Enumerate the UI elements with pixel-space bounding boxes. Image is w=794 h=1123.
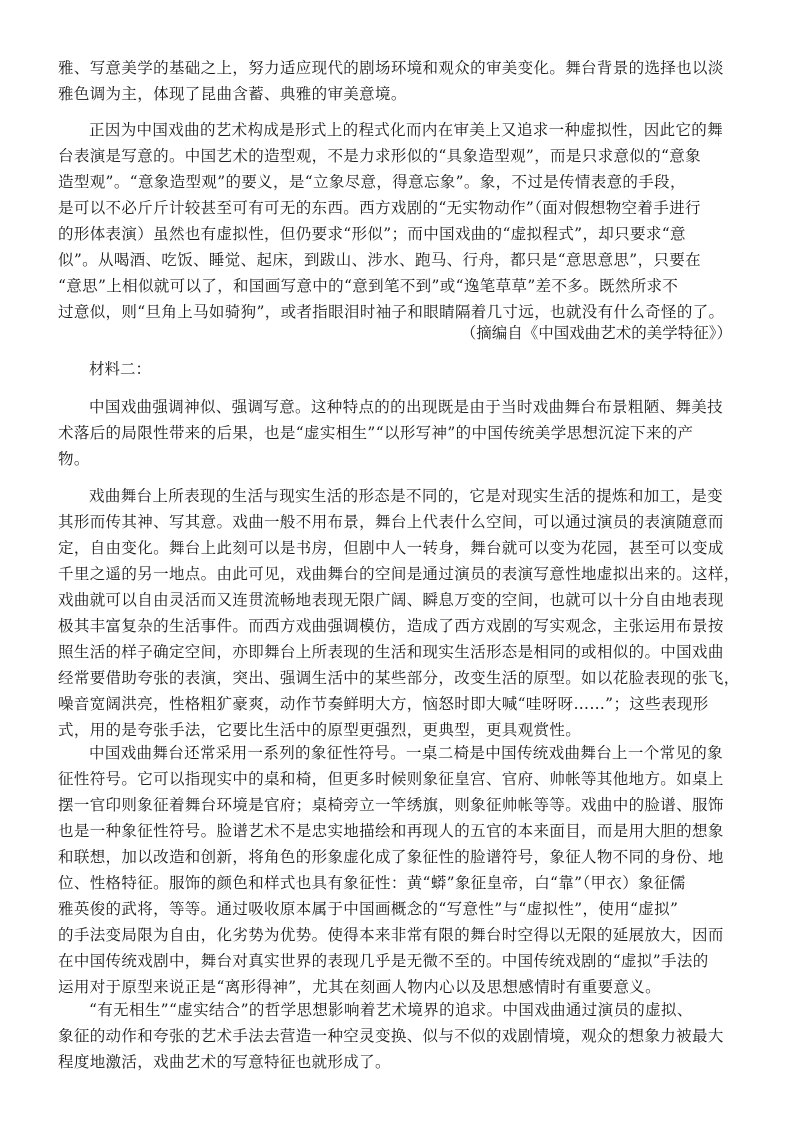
text-line: 雅英俊的武将，等等。通过吸收原本属于中国画概念的“写意性”与“虚拟性”，使用“虚拟”	[58, 900, 679, 918]
paragraph-2	[58, 394, 748, 472]
text-line: 物。	[58, 450, 90, 468]
text-line: 也是一种象征性符号。脸谱艺术不是忠实地描绘和再现人的五官的本来面目，而是用大胆的想象	[58, 822, 724, 840]
material-two-label: 材料二：	[89, 360, 152, 378]
text-line: 过意似，则“旦角上马如骑狗”，或者指眼泪时袖子和眼睛隔着几寸远，也就没有什么奇怪的了。	[58, 303, 725, 321]
text-line: 的形体表演）虽然也有虚拟性，但仍要求“形似”；而中国戏曲的“虚拟程式”，却只要求“意	[58, 225, 686, 243]
text-line: 其形而传其神、写其意。戏曲一般不用布景，舞台上代表什么空间，可以通过演员的表演随意而	[58, 513, 724, 531]
text-line: 位、性格特征。服饰的颜色和样式也具有象征性：黄“蟒”象征皇帝，白“靠”（甲衣）象征儒	[58, 874, 686, 892]
text-line: 雅色调为主，体现了昆曲含蓄、典雅的审美意境。	[58, 85, 407, 103]
paragraph-0	[58, 55, 748, 107]
text-line: 和联想，加以改造和创新，将角色的形象虚化成了象征性的脸谱符号，象征人物不同的身份、地	[58, 848, 724, 866]
text-line: 正因为中国戏曲的艺术构成是形式上的程式化而内在审美上又追求一种虚拟性，因此它的舞	[89, 121, 724, 139]
text-line: 雅、写意美学的基础之上，努力适应现代的剧场环境和观众的审美变化。舞台背景的选择也以淡	[58, 59, 724, 77]
source-citation: （摘编自《中国戏曲艺术的美学特征》）	[460, 324, 732, 342]
paragraph-3	[58, 483, 748, 743]
text-line: 征性符号。它可以指现实中的桌和椅，但更多时候则象征皇宫、官府、帅帐等其他地方。如桌上	[58, 770, 724, 788]
text-line: 照生活的样子确定空间，亦即舞台上所表现的生活和现实生活形态是相同的或相似的。中国戏曲	[58, 643, 724, 661]
text-line: “有无相生”“虚实结合”的哲学思想影响着艺术境界的追求。中国戏曲通过演员的虚拟、	[89, 1001, 693, 1019]
text-line: 是可以不必斤斤计较甚至可有可无的东西。西方戏剧的“无实物动作”（面对假想物空着手进行	[58, 199, 701, 217]
text-line: 中国戏曲舞台还常采用一系列的象征性符号。一桌二椅是中国传统戏曲舞台上一个常见的象	[89, 744, 724, 762]
text-line: 象征的动作和夸张的艺术手法去营造一种空灵变换、似与不似的戏剧情境，观众的想象力被最大	[58, 1027, 724, 1045]
text-line: 台表演是写意的。中国艺术的造型观，不是力求形似的“具象造型观”，而是只求意似的“意象	[58, 147, 701, 165]
text-line: 经常要借助夸张的表演，突出、强调生活中的某些部分，改变生活的原型。如以花脸表现的张飞，	[58, 669, 740, 687]
text-line: 在中国传统戏剧中，舞台对真实世界的表现几乎是无微不至的。中国传统戏剧的“虚拟”手法的	[58, 952, 709, 970]
text-line: 的手法变局限为自由，化劣势为优势。使得本来非常有限的舞台时空得以无限的延展放大，因而	[58, 926, 724, 944]
text-line: 中国戏曲强调神似、强调写意。这种特点的的出现既是由于当时戏曲舞台布景粗陋、舞美技	[89, 398, 724, 416]
text-line: 定，自由变化。舞台上此刻可以是书房，但剧中人一转身，舞台就可以变为花园，甚至可以变成	[58, 539, 724, 557]
text-line: 噪音宽阔洪亮，性格粗犷豪爽，动作节奏鲜明大方，恼怒时即大喊“哇呀呀……”；这些表现形	[58, 695, 709, 713]
text-line: 戏曲舞台上所表现的生活与现实生活的形态是不同的，它是对现实生活的提炼和加工，是变	[89, 487, 724, 505]
text-line: 似”。从喝酒、吃饭、睡觉、起床，到跋山、涉水、跑马、行舟，都只是“意思意思”，只要在	[58, 251, 701, 269]
paragraph-5	[58, 997, 748, 1075]
text-line: 千里之遥的另一地点。由此可见，戏曲舞台的空间是通过演员的表演写意性地虚拟出来的。这样，	[58, 565, 740, 583]
text-line: 程度地激活，戏曲艺术的写意特征也就形成了。	[58, 1053, 391, 1071]
paragraph-1	[58, 117, 748, 325]
text-line: 术落后的局限性带来的后果，也是“虚实相生”“以形写神”的中国传统美学思想沉淀下来的产	[58, 424, 694, 442]
text-line: 戏曲就可以自由灵活而又连贯流畅地表现无限广阔、瞬息万变的空间，也就可以十分自由地表现	[58, 591, 724, 609]
paragraph-4	[58, 740, 748, 1000]
text-line: 摆一官印则象征着舞台环境是官府；桌椅旁立一竿绣旗，则象征帅帐等等。戏曲中的脸谱、服饰	[58, 796, 724, 814]
text-line: 造型观”。“意象造型观”的要义，是“立象尽意，得意忘象”。象，不过是传情表意的手段，	[58, 173, 686, 191]
text-line: 运用对于原型来说正是“离形得神”，尤其在刻画人物内心以及思想感情时有重要意义。	[58, 978, 662, 996]
text-line: 极其丰富复杂的生活事件。而西方戏曲强调模仿，造成了西方戏剧的写实观念，主张运用布景按	[58, 617, 724, 635]
text-line: 式，用的是夸张手法，它要比生活中的原型更强烈，更典型，更具观赏性。	[58, 721, 582, 739]
text-line: “意思”上相似就可以了，和国画写意中的“意到笔不到”或“逸笔草草”差不多。既然所求不	[58, 277, 679, 295]
